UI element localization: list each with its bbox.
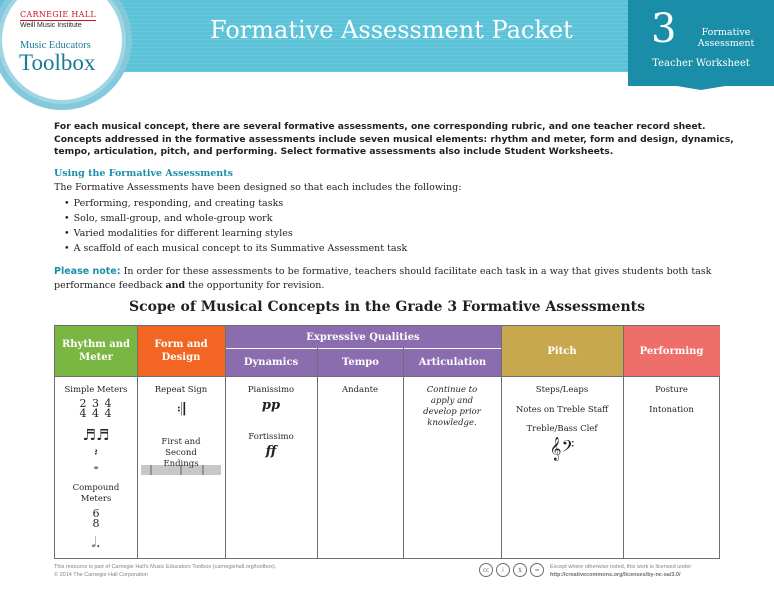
header-articulation: Articulation bbox=[403, 348, 501, 376]
sharealike-icon: = bbox=[530, 563, 544, 577]
footer-credit bbox=[54, 563, 276, 579]
column-tempo bbox=[317, 376, 403, 559]
intro-paragraph: For each musical concept, there are several formative assessments, one corresponding rubric, and one teacher record sheet. Concepts addressed in the formative assessments include seven musical elements: rhythm and meter, form and design, dynamics, tempo, articulation, pitch, and performing. Select formative assessments also include Student Worksheets. bbox=[54, 121, 734, 157]
grade-badge-tail bbox=[628, 78, 774, 90]
compound-meter-denominator: 8 bbox=[92, 517, 100, 530]
cc-icon: cc bbox=[479, 563, 493, 577]
endings-label: First and Second Endings bbox=[161, 437, 201, 469]
articulation-note: Continue to apply and develop prior knowledge. bbox=[423, 385, 481, 428]
footer-credit-line1: This resource is part of Carnegie Hall's Music Educators Toolbox (carnegiehall.org/toolbox). bbox=[54, 564, 277, 570]
bullet-item: • A scaffold of each musical concept to its Summative Assessment task bbox=[64, 241, 407, 256]
license-icons[interactable] bbox=[479, 563, 544, 577]
logo-series: Music Educators bbox=[20, 40, 91, 51]
endings-staff-icon bbox=[141, 465, 221, 477]
column-rhythm bbox=[55, 376, 137, 559]
posture-label: Posture bbox=[655, 385, 688, 395]
bullet-item: • Varied modalities for different learning styles bbox=[64, 226, 407, 241]
logo-institute: Weill Music Institute bbox=[20, 22, 82, 29]
simple-meter-numerators: 2 3 4 bbox=[79, 397, 113, 410]
andante-label: Andante bbox=[341, 385, 379, 395]
repeat-sign-icon: 𝄇 bbox=[176, 400, 186, 420]
page-title: Formative Assessment Packet bbox=[210, 16, 573, 44]
footer-license bbox=[550, 563, 720, 579]
column-articulation bbox=[403, 376, 501, 559]
ff-symbol: ff bbox=[265, 444, 277, 459]
rest-icon: 𝄽 bbox=[94, 446, 98, 459]
clef-icons: 𝄞𝄢 bbox=[549, 436, 575, 460]
dotted-half-note-icon: 𝅗𝅥. bbox=[91, 535, 101, 551]
logo-org: CARNEGIE HALL bbox=[20, 10, 96, 19]
sixteenth-notes-icon: ♬♬ bbox=[82, 426, 110, 444]
using-heading: Using the Formative Assessments bbox=[54, 168, 233, 179]
compound-meter-numerator: 6 bbox=[92, 507, 100, 520]
using-bullets bbox=[64, 196, 407, 256]
attribution-icon: i bbox=[496, 563, 510, 577]
header-form: Form and Design bbox=[137, 326, 225, 376]
column-dynamics bbox=[225, 376, 317, 559]
column-form bbox=[137, 376, 225, 559]
fortissimo-label: Fortissimo bbox=[248, 432, 294, 442]
note-lead: Please note: bbox=[54, 266, 121, 277]
note-text-before: In order for these assessments to be formative, teachers should facilitate each task in a way that gives students both task performance feedback bbox=[54, 266, 712, 291]
repeat-sign-label: Repeat Sign bbox=[154, 385, 208, 395]
steps-leaps-label: Steps/Leaps bbox=[535, 385, 589, 395]
header-rhythm: Rhythm and Meter bbox=[55, 326, 137, 376]
grade-number: 3 bbox=[651, 6, 677, 52]
note-text-after: the opportunity for revision. bbox=[185, 280, 325, 291]
intonation-label: Intonation bbox=[649, 405, 694, 415]
column-performing bbox=[623, 376, 720, 559]
compound-meters-label: Compound Meters bbox=[72, 483, 120, 504]
logo-product: Toolbox bbox=[19, 50, 96, 75]
noncommercial-icon: $ bbox=[513, 563, 527, 577]
scope-table bbox=[54, 325, 720, 559]
header-tempo: Tempo bbox=[317, 348, 403, 376]
bullet-item: • Solo, small-group, and whole-group work bbox=[64, 211, 407, 226]
footer-copyright: © 2014 The Carnegie Hall Corporation bbox=[54, 572, 148, 578]
whole-note-icon: 𝅝 bbox=[93, 459, 99, 472]
badge-label: Formative Assessment bbox=[697, 27, 755, 49]
bullet-item: • Performing, responding, and creating tasks bbox=[64, 196, 407, 211]
column-pitch bbox=[501, 376, 623, 559]
simple-meter-denominators: 4 4 4 bbox=[79, 407, 113, 420]
license-link[interactable]: http://creativecommons.org/licenses/by-nc-sa/3.0/ bbox=[550, 572, 681, 578]
scope-title: Scope of Musical Concepts in the Grade 3 Formative Assessments bbox=[129, 299, 645, 315]
simple-meters-label: Simple Meters bbox=[64, 385, 128, 395]
treble-staff-label: Notes on Treble Staff bbox=[515, 405, 609, 415]
using-text: The Formative Assessments have been designed so that each includes the following: bbox=[54, 182, 462, 193]
note-bold: and bbox=[165, 280, 186, 291]
header-dynamics: Dynamics bbox=[225, 348, 317, 376]
header-pitch: Pitch bbox=[501, 326, 623, 376]
badge-sub: Teacher Worksheet bbox=[652, 58, 750, 69]
header-expressive: Expressive Qualities bbox=[225, 326, 501, 348]
pianissimo-label: Pianissimo bbox=[247, 385, 295, 395]
clef-label: Treble/Bass Clef bbox=[526, 424, 598, 434]
please-note bbox=[54, 265, 744, 293]
pp-symbol: pp bbox=[261, 398, 281, 413]
license-text: Except where otherwise noted, this work is licensed under bbox=[550, 564, 692, 570]
header-performing: Performing bbox=[623, 326, 720, 376]
